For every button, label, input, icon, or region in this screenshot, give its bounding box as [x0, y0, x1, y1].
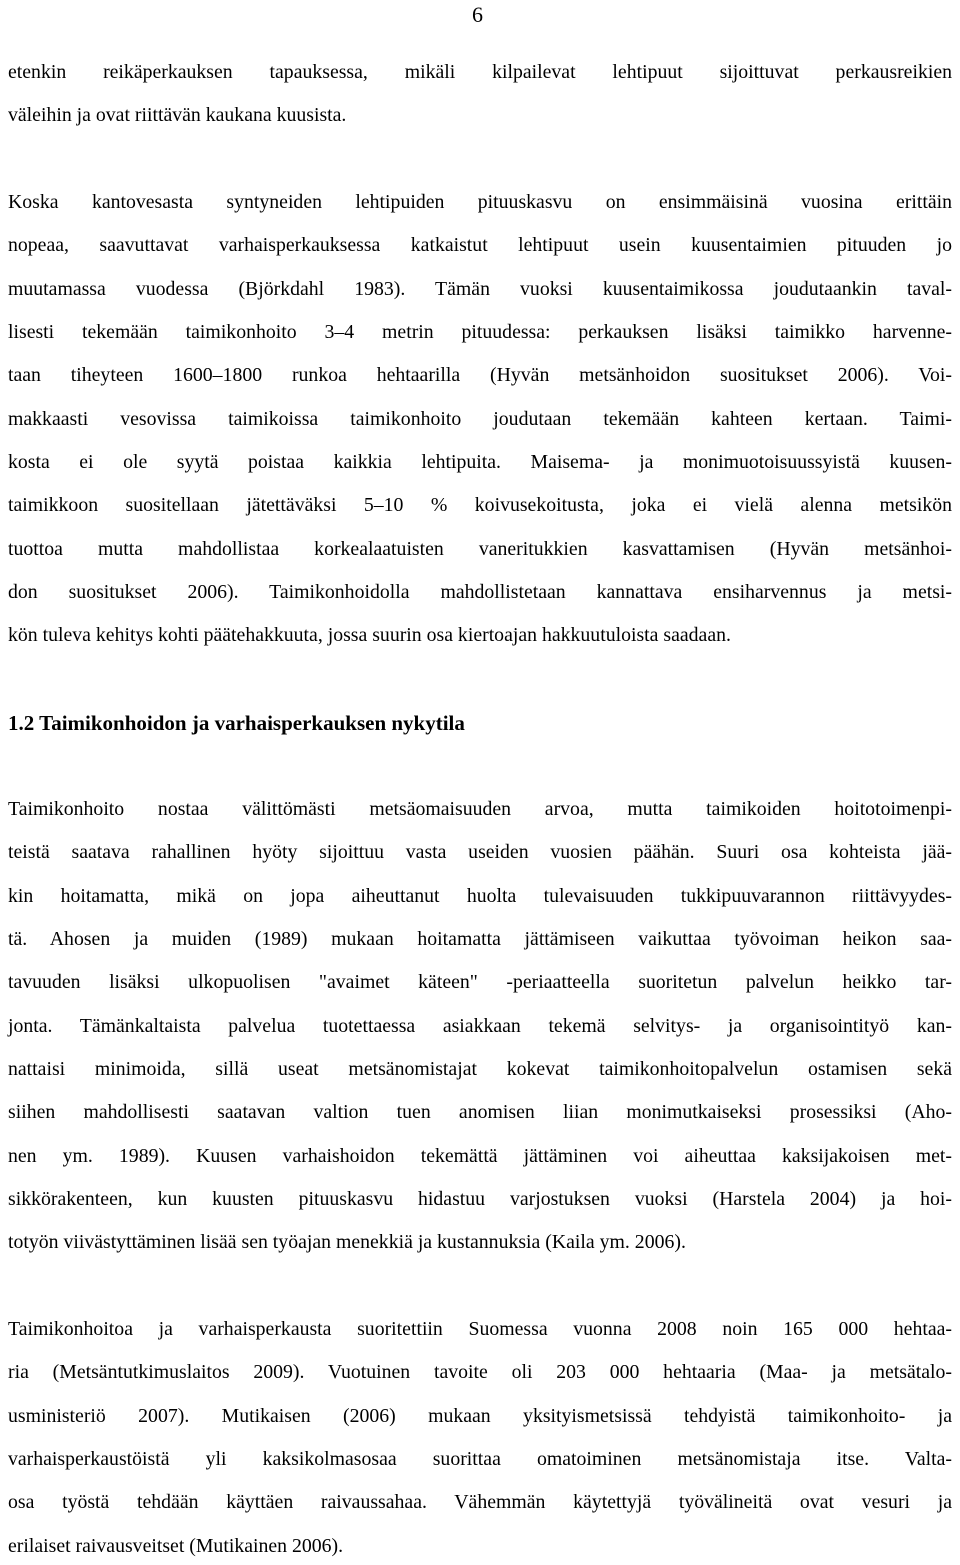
- paragraph-3-line: sikkörakenteen, kun kuusten pituuskasvu hidastuu varjostuksen vuoksi (Harstela 2004) ja hoi-: [8, 1188, 952, 1210]
- paragraph-2-line: Koska kantovesasta syntyneiden lehtipuiden pituuskasvu on ensimmäisinä vuosina erittäin: [8, 191, 952, 213]
- paragraph-3-line: totyön viivästyttäminen lisää sen työajan menekkiä ja kustannuksia (Kaila ym. 2006).: [8, 1231, 686, 1253]
- paragraph-4-line: varhaisperkaustöistä yli kaksikolmasosaa suorittaa omatoiminen metsänomistaja itse. Valta-: [8, 1448, 952, 1470]
- paragraph-1-line: väleihin ja ovat riittävän kaukana kuusista.: [8, 104, 347, 126]
- paragraph-4-line: usministeriö 2007). Mutikaisen (2006) mukaan yksityismetsissä tehdyistä taimikonhoito- ja: [8, 1405, 952, 1427]
- paragraph-2-line: kön tuleva kehitys kohti päätehakkuuta, jossa suurin osa kiertoajan hakkuutuloista saadaan.: [8, 624, 731, 646]
- paragraph-2-line: nopeaa, saavuttavat varhaisperkauksessa katkaistut lehtipuut usein kuusentaimien pituuden jo: [8, 234, 952, 256]
- paragraph-3-line: tavuuden lisäksi ulkopuolisen "avaimet käteen" -periaatteella suoritetun palvelun heikko tar-: [8, 971, 952, 993]
- paragraph-2-line: taan tiheyteen 1600–1800 runkoa hehtaarilla (Hyvän metsänhoidon suositukset 2006). Voi-: [8, 364, 952, 386]
- page-number: 6: [472, 2, 483, 27]
- paragraph-4-line: osa työstä tehdään käyttäen raivaussahaa. Vähemmän käytettyjä työvälineitä ovat vesuri ja: [8, 1491, 952, 1513]
- paragraph-2-line: muutamassa vuodessa (Björkdahl 1983). Tämän vuoksi kuusentaimikossa joudutaankin taval-: [8, 278, 952, 300]
- paragraph-3-line: Taimikonhoito nostaa välittömästi metsäomaisuuden arvoa, mutta taimikoiden hoitotoimenpi-: [8, 798, 952, 820]
- paragraph-2-line: lisesti tekemään taimikonhoito 3–4 metrin pituudessa: perkauksen lisäksi taimikko harvenne-: [8, 321, 952, 343]
- paragraph-3-line: nattaisi minimoida, sillä useat metsänomistajat kokevat taimikonhoitopalvelun ostamisen sekä: [8, 1058, 952, 1080]
- section-heading: 1.2 Taimikonhoidon ja varhaisperkauksen nykytila: [8, 711, 465, 735]
- paragraph-4-line: erilaiset raivausveitset (Mutikainen 2006).: [8, 1535, 344, 1557]
- paragraph-2-line: don suositukset 2006). Taimikonhoidolla mahdollistetaan kannattava ensiharvennus ja metsi-: [8, 581, 952, 603]
- paragraph-2-line: taimikkoon suositellaan jätettäväksi 5–10 % koivusekoitusta, joka ei vielä alenna metsikön: [8, 494, 952, 516]
- paragraph-3-line: tä. Ahosen ja muiden (1989) mukaan hoitamatta jättämiseen vaikuttaa työvoiman heikon saa-: [8, 928, 952, 950]
- paragraph-3-line: kin hoitamatta, mikä on jopa aiheuttanut huolta tulevaisuuden tukkipuuvarannon riittävyydes-: [8, 885, 952, 907]
- paragraph-2-line: tuottoa mutta mahdollistaa korkealaatuisten vaneritukkien kasvattamisen (Hyvän metsänhoi-: [8, 538, 952, 560]
- paragraph-3-line: siihen mahdollisesti saatavan valtion tuen anomisen liian monimutkaiseksi prosessiksi (Aho-: [8, 1101, 952, 1123]
- paragraph-3-line: nen ym. 1989). Kuusen varhaishoidon tekemättä jättäminen voi aiheuttaa kaksijakoisen met-: [8, 1145, 952, 1167]
- paragraph-3-line: teistä saatava rahallinen hyöty sijoittuu vasta useiden vuosien päähän. Suuri osa kohteista jää-: [8, 841, 952, 863]
- paragraph-3-line: jonta. Tämänkaltaista palvelua tuotettaessa asiakkaan tekemä selvitys- ja organisointityö kan-: [8, 1015, 952, 1037]
- paragraph-2-line: makkaasti vesovissa taimikoissa taimikonhoito joudutaan tekemään kahteen kertaan. Taimi-: [8, 408, 952, 430]
- paragraph-4-line: ria (Metsäntutkimuslaitos 2009). Vuotuinen tavoite oli 203 000 hehtaaria (Maa- ja metsätalo-: [8, 1361, 952, 1383]
- paragraph-4-line: Taimikonhoitoa ja varhaisperkausta suoritettiin Suomessa vuonna 2008 noin 165 000 hehtaa-: [8, 1318, 952, 1340]
- paragraph-2-line: kosta ei ole syytä poistaa kaikkia lehtipuita. Maisema- ja monimuotoisuussyistä kuusen-: [8, 451, 952, 473]
- paragraph-1-line: etenkin reikäperkauksen tapauksessa, mikäli kilpailevat lehtipuut sijoittuvat perkausreikien: [8, 61, 952, 83]
